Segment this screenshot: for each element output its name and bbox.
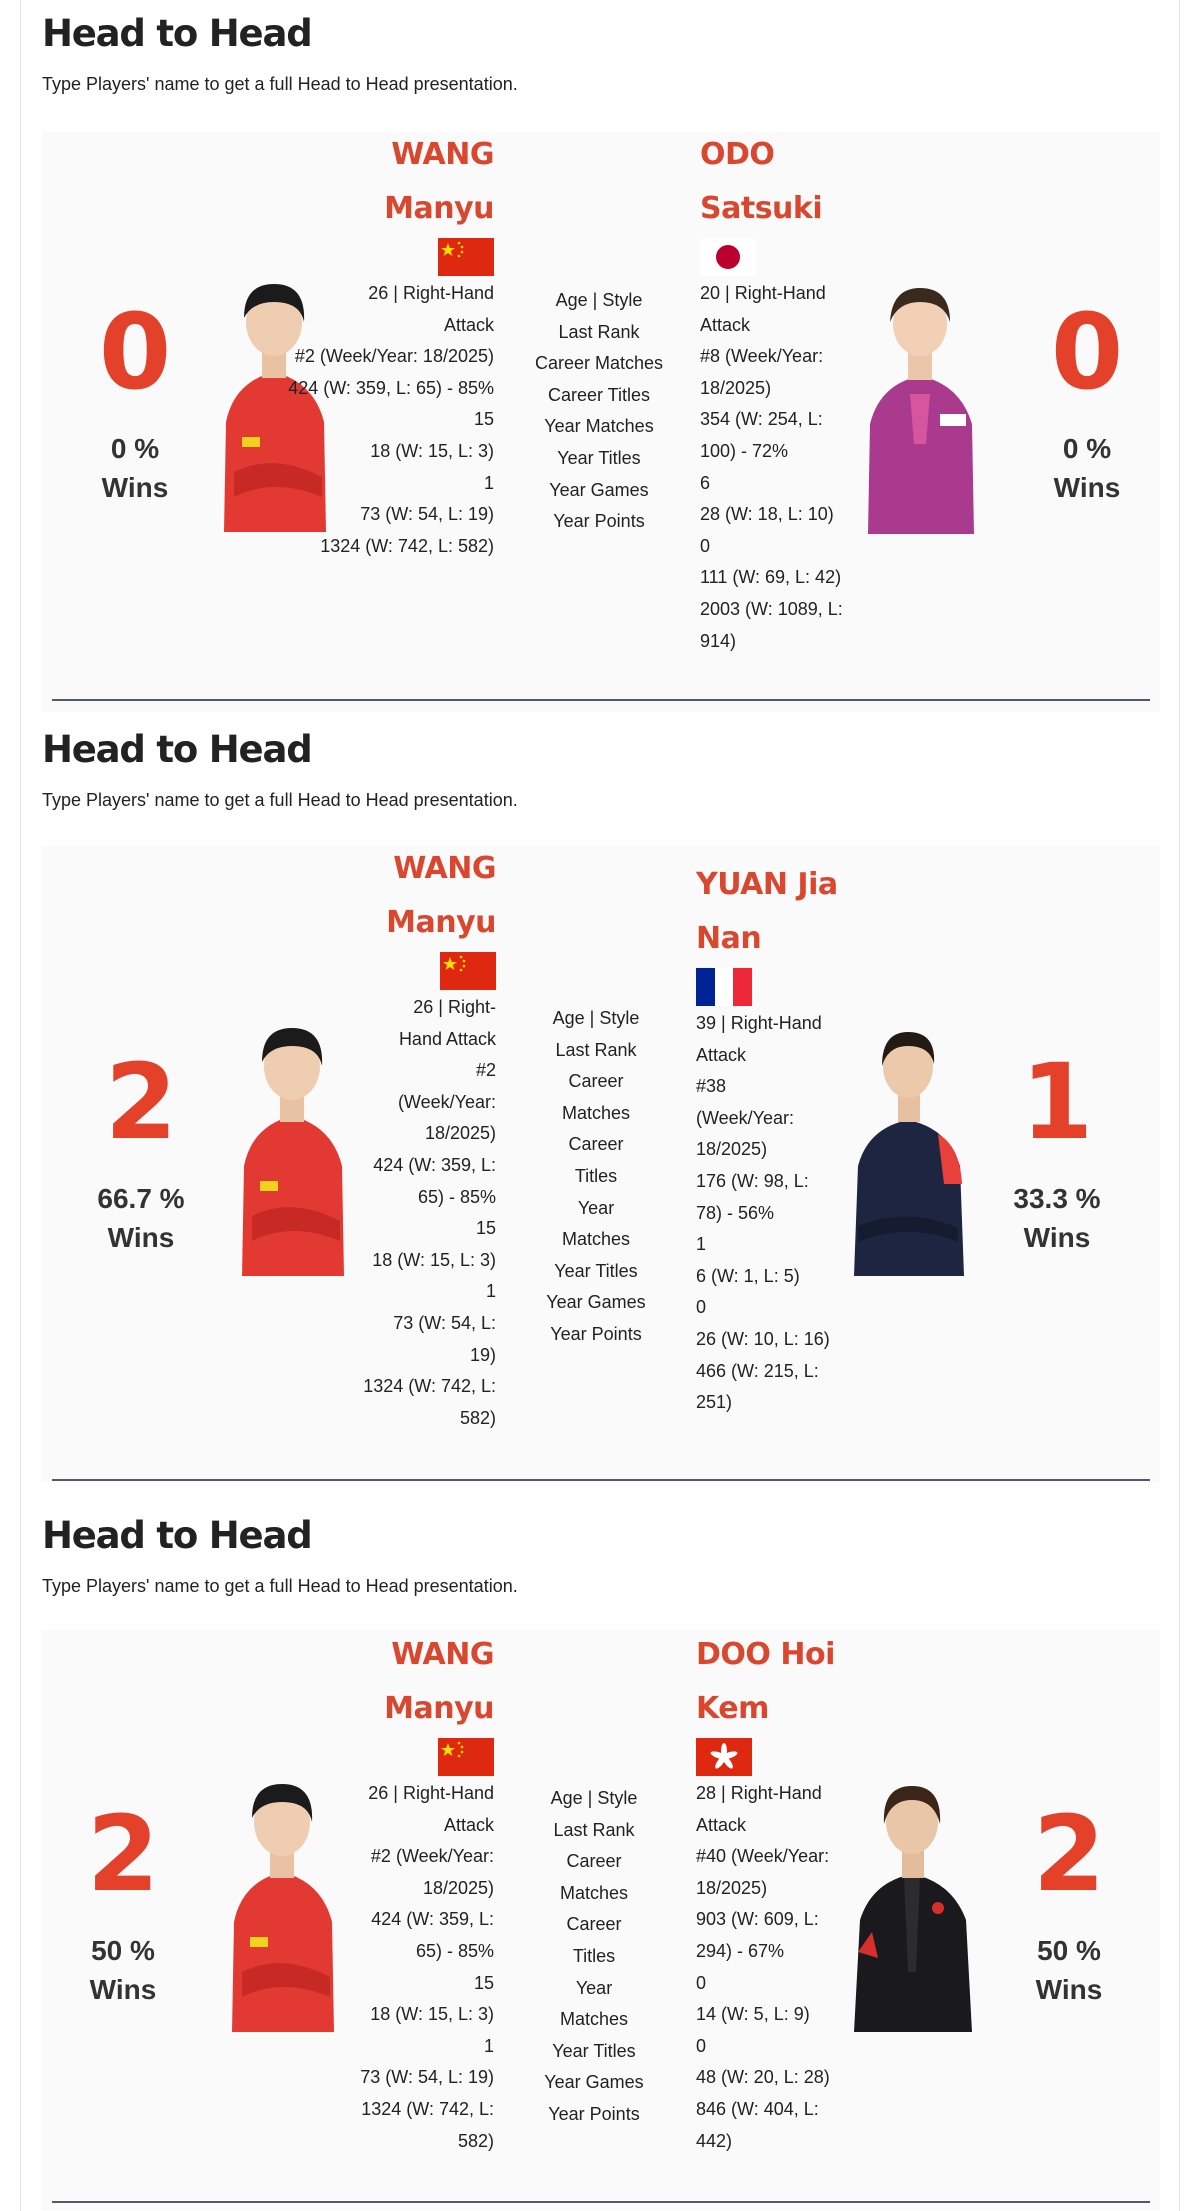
label-year-points: Year Points [548,2103,640,2124]
right-stat-year-games: 26 (W: 10, L: 16) [696,1328,830,1349]
right-player-photo[interactable] [838,1016,978,1276]
right-stat-year-matches: 28 (W: 18, L: 10) [700,504,834,525]
right-player-name-last[interactable]: Satsuki [700,191,823,226]
right-stat-year-games: 111 (W: 69, L: 42) [700,567,842,588]
head-to-head-section-1 [0,0,1200,715]
left-player-name-first[interactable]: WANG [391,137,494,172]
label-year-games: Year Games [546,1292,646,1313]
right-stat-career-titles: 6 [700,472,711,493]
right-player-photo[interactable] [850,274,990,534]
right-stat-age-style: 28 | Right-Hand Attack [696,1783,822,1835]
right-score-panel [994,1793,1144,2012]
section-divider [52,2201,1150,2203]
left-stat-last-rank: #2 (Week/Year: 18/2025) [370,1846,494,1898]
left-wins-label: Wins [107,1221,175,1253]
right-stat-career-matches: 354 (W: 254, L: 100) - 72% [700,409,823,461]
stat-labels [529,285,669,538]
right-score: 1 [1020,1041,1094,1163]
left-stat-last-rank: #2 (Week/Year: 18/2025) [294,346,494,367]
right-wins-label: Wins [1035,1973,1103,2005]
h2h-card [42,132,1160,712]
h2h-card [42,1630,1160,2210]
left-win-percent: 0 % [110,433,160,464]
right-player-name-first[interactable]: ODO [700,137,775,172]
left-stat-age-style: 26 | Right-Hand Attack [368,1783,494,1835]
right-stat-career-titles: 1 [696,1234,707,1255]
label-age-style: Age | Style [552,1008,640,1028]
label-last-rank: Last Rank [555,1039,637,1060]
right-stat-year-points: 466 (W: 215, L: 251) [696,1360,819,1413]
label-age-style: Age | Style [550,1788,638,1808]
left-player-name-first[interactable]: WANG [393,851,496,886]
left-player-name-last[interactable]: Manyu [386,905,496,940]
left-stat-career-matches: 424 (W: 359, L: 65) - 85% [288,377,494,398]
label-year-titles: Year Titles [557,447,641,468]
right-player-photo[interactable] [842,1772,982,2032]
player-photo-red-jersey [222,1016,362,1276]
right-stat-age-style: 20 | Right-Hand Attack [700,283,826,335]
label-year-matches: Year Matches [544,416,654,437]
right-stat-career-titles: 0 [696,1972,707,1993]
hong-kong-flag-icon [696,1738,752,1776]
label-year-matches: Year Matches [561,1197,631,1250]
label-year-titles: Year Titles [554,1260,638,1281]
h2h-card [42,846,1160,1482]
right-stat-year-matches: 14 (W: 5, L: 9) [696,2004,810,2025]
left-stat-last-rank: #2 (Week/Year: 18/2025) [397,1060,496,1144]
china-flag-icon [438,1738,494,1776]
left-win-percent: 66.7 % [97,1183,185,1214]
left-score-panel [66,1041,216,1260]
left-score: 2 [86,1793,160,1915]
china-flag-icon [438,238,494,276]
label-year-points: Year Points [550,1323,642,1344]
section-title: Head to Head [42,12,312,55]
right-win-percent: 33.3 % [1013,1183,1101,1214]
section-divider [52,699,1150,701]
left-wins-label: Wins [89,1973,157,2005]
section-title: Head to Head [42,728,312,771]
label-career-titles: Career Titles [568,1134,624,1186]
china-flag-icon [440,952,496,990]
left-player-name-last[interactable]: Manyu [384,191,494,226]
left-stat-year-matches: 18 (W: 15, L: 3) [372,1249,496,1270]
stat-labels [524,1783,664,2131]
left-player-name-last[interactable]: Manyu [384,1691,494,1726]
label-year-points: Year Points [553,511,645,532]
left-stat-career-titles: 15 [475,1218,496,1239]
section-subtitle: Type Players' name to get a full Head to Head presentation. [42,74,518,94]
right-player-name-first[interactable]: YUAN Jia [696,867,838,902]
left-stat-career-titles: 15 [473,1972,494,1993]
left-wins-label: Wins [101,471,169,503]
right-stat-age-style: 39 | Right-Hand Attack [696,1013,822,1065]
right-player-name-last[interactable]: Nan [696,921,762,956]
left-player-name-first[interactable]: WANG [391,1637,494,1672]
left-stat-career-matches: 424 (W: 359, L: 65) - 85% [373,1154,496,1207]
left-stat-year-points: 1324 (W: 742, L: 582) [363,1376,496,1428]
left-stat-year-matches: 18 (W: 15, L: 3) [370,2004,494,2025]
label-year-games: Year Games [544,2072,644,2093]
player-photo-navy-jersey [838,1016,978,1276]
label-career-matches: Career Matches [559,1851,629,1903]
right-stat-year-games: 48 (W: 20, L: 28) [696,2067,830,2088]
left-stat-career-matches: 424 (W: 359, L: 65) - 85% [371,1909,494,1961]
right-win-percent: 50 % [1037,1935,1101,1966]
right-player-name-first[interactable]: DOO Hoi [696,1637,835,1672]
left-stat-age-style: 26 | Right- Hand Attack [398,997,496,1049]
player-photo-purple-jersey [850,274,990,534]
left-win-percent: 50 % [91,1935,155,1966]
left-score: 0 [98,291,172,413]
left-stat-age-style: 26 | Right-Hand Attack [368,283,494,335]
right-stat-year-matches: 6 (W: 1, L: 5) [696,1265,800,1286]
right-stat-year-points: 846 (W: 404, L: 442) [696,2098,819,2151]
section-subtitle: Type Players' name to get a full Head to Head presentation. [42,790,518,810]
left-player-info [238,128,494,562]
label-career-titles: Career Titles [566,1914,622,1966]
player-photo-black-jacket [842,1772,982,2032]
right-win-percent: 0 % [1062,433,1112,464]
right-player-name-last[interactable]: Kem [696,1691,769,1726]
label-last-rank: Last Rank [558,321,640,342]
label-age-style: Age | Style [555,290,643,310]
label-last-rank: Last Rank [553,1819,635,1840]
label-year-matches: Year Matches [559,1977,629,2030]
section-divider [52,1479,1150,1481]
head-to-head-section-3 [0,1502,1200,2211]
japan-flag-icon [700,238,756,276]
left-stat-career-titles: 15 [473,409,494,430]
label-career-matches: Career Matches [534,353,664,374]
label-career-titles: Career Titles [547,384,651,405]
section-title: Head to Head [42,1514,312,1557]
left-stat-year-games: 73 (W: 54, L: 19) [360,2067,494,2088]
section-subtitle: Type Players' name to get a full Head to Head presentation. [42,1576,518,1596]
right-score: 2 [1032,1793,1106,1915]
right-player-info [696,858,846,1419]
left-player-info [350,842,496,1434]
right-stat-year-titles: 0 [696,2035,707,2056]
right-stat-year-points: 2003 (W: 1089, L: 914) [700,598,843,651]
right-stat-last-rank: #8 (Week/Year: 18/2025) [700,346,824,398]
right-score-panel [982,1041,1132,1260]
left-stat-year-matches: 18 (W: 15, L: 3) [370,440,494,461]
right-stat-year-titles: 0 [696,1297,707,1318]
left-stat-year-points: 1324 (W: 742, L: 582) [361,2098,494,2151]
right-score: 0 [1050,291,1124,413]
left-stat-year-titles: 1 [483,472,494,493]
stat-labels [526,1003,666,1351]
right-stat-year-titles: 0 [700,535,711,556]
label-career-matches: Career Matches [561,1071,631,1123]
left-score-panel [60,291,210,510]
left-stat-year-games: 73 (W: 54, L: 19) [360,504,494,525]
label-year-titles: Year Titles [552,2040,636,2061]
left-stat-year-games: 73 (W: 54, L: 19) [393,1312,496,1365]
left-player-info [238,1628,494,2157]
left-score-panel [48,1793,198,2012]
right-stat-career-matches: 903 (W: 609, L: 294) - 67% [696,1909,819,1961]
left-score: 2 [104,1041,178,1163]
right-score-panel [1012,291,1162,510]
right-wins-label: Wins [1053,471,1121,503]
left-stat-year-points: 1324 (W: 742, L: 582) [320,535,494,556]
right-wins-label: Wins [1023,1221,1091,1253]
head-to-head-section-2 [0,716,1200,1486]
france-flag-icon [696,968,752,1006]
label-year-games: Year Games [549,479,649,500]
left-stat-year-titles: 1 [485,1281,496,1302]
right-stat-career-matches: 176 (W: 98, L: 78) - 56% [696,1170,809,1223]
right-stat-last-rank: #38 (Week/Year: 18/2025) [696,1076,795,1160]
left-player-photo[interactable] [222,1016,362,1276]
right-stat-last-rank: #40 (Week/Year: 18/2025) [696,1846,830,1898]
left-stat-year-titles: 1 [483,2035,494,2056]
